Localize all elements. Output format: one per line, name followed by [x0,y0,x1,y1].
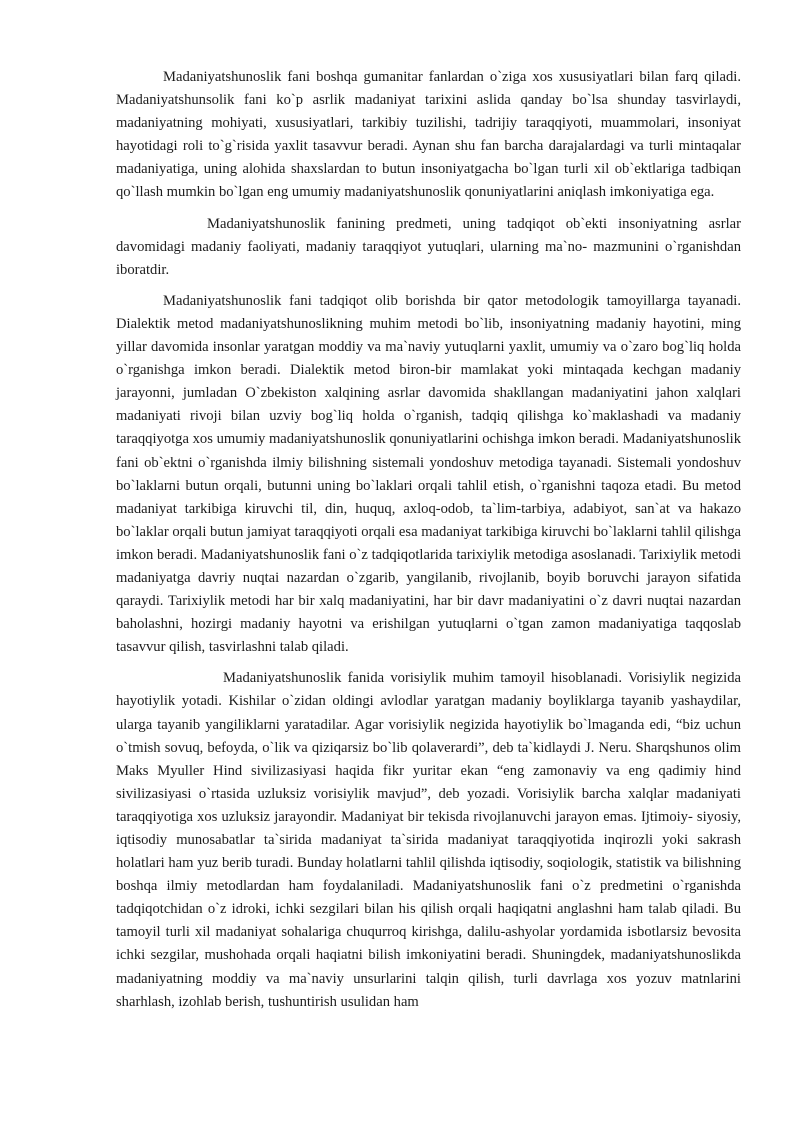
paragraph-continuity: Madaniyatshunoslik fanida vorisiylik muhim tamoyil hisoblanadi. Vorisiylik negizida hayotiylik yotadi. Kishilar o`zidan oldingi avlodlar yaratgan madaniy boyliklarga tayanib yashaydilar, ularga tayanib yangiliklarni yaratadilar. Agar vorisiylik negizida hayotiylik bo`lmaganda edi, “biz uchun o`tmish sovuq, befoyda, o`lik va qiziqarsiz bo`lib qolaverardi”, deb ta`kidlaydi J. Neru. Sharqshunos olim Maks Myuller Hind sivilizasiyasi haqida fikr yuritar ekan “eng zamonaviy va eng qadimiy hind sivilizasiyasi o`rtasida uzluksiz vorisiylik mavjud”, deb yozadi. Vorisiylik barcha xalqlar madaniyati taraqqiyotiga xos uzluksiz jarayondir. Madaniyat bir tekisda rivojlanuvchi jarayon emas. Ijtimoiy- siyosiy, iqtisodiy munosabatlar ta`sirida madaniyat ta`sirida madaniyat taraqqiyotida inqirozli yoki sakrash holatlari ham yuz berib turadi. Bunday holatlarni tahlil qilishda iqtisodiy, soqiologik, statistik va bilishning boshqa ilmiy metodlardan ham foydalaniladi. Madaniyatshunoslik fani o`z predmetini o`rganishda tadqiqotchidan o`z idroki, ichki sezgilari bilan his qilish orqali haqiqatni anglashni ham talab qiladi. Bu tamoyil turli xil madaniyat sohalariga chuqurroq kirishga, dalilu-ashyolar yordamida isbotlarsiz bevosita ichki sezgilar, mushohada orqali haqiatni bilish imkoniyatini beradi. Shuningdek, madaniyatshunoslikda madaniyatning moddiy va ma`naviy unsurlarini talqin qilish, turli davrlaga xos yozuv matnlarini sharhlash, izohlab berish, tushuntirish usulidan ham [116,670,741,1010]
paragraph-subject: Madaniyatshunoslik fanining predmeti, uning tadqiqot ob`ekti insoniyatning asrlar davomidagi madaniy faoliyati, madaniy taraqqiyot yutuqlari, ularning ma`no- mazmunini o`rganishdan iboratdir. [116,215,741,278]
document-page [116,66,741,1022]
paragraph-intro: Madaniyatshunoslik fani boshqa gumanitar fanlardan o`ziga xos xususiyatlari bilan farq qiladi. Madaniyatshunsolik fani ko`p asrlik madaniyat tarixini aslida qanday bo`lsa shunday tasvirlaydi, madaniyatning mohiyati, xususiyatlari, tarkibiy tuzilishi, tadrijiy taraqqiyoti, muammolari, insoniyat hayotidagi roli to`g`risida yaxlit tasavvur beradi. Aynan shu fan barcha darajalardagi va turli mintaqalar madaniyatiga, uning alohida shaxslardan to butun insoniyatgacha bo`lgan turli xil ob`ektlariga tadbiqan qo`llash mumkin bo`lgan eng umumiy madaniyatshunoslik qonuniyatlarini aniqlash imkoniyatiga ega. [116,69,741,201]
paragraph-methods: Madaniyatshunoslik fani tadqiqot olib borishda bir qator metodologik tamoyillarga tayanadi. Dialektik metod madaniyatshunoslikning muhim metodi bo`lib, insoniyatning madaniy hayotini, ming yillar davomida insonlar yaratgan moddiy va ma`naviy yutuqlarni yaxlit, umumiy va o`zaro bog`liq holda o`rganishga imkon beradi. Dialektik metod biron-bir mamlakat yoki mintaqada kechgan madaniy jarayonni, jumladan O`zbekiston xalqining asrlar davomida shakllangan madaniyatini jahon xalqlari madaniyati rivoji bilan uzviy bog`liq holda o`rganish, tadqiq qilishga ko`maklashadi va madaniy taraqqiyotga xos umumiy madaniyatshunoslik qonuniyatlarini ochishga imkon beradi. Madaniyatshunoslik fani ob`ektni o`rganishda ilmiy bilishning sistemali yondoshuv metodiga tayanadi. Sistemali yondoshuv bo`laklarni butun orqali, butunni uning bo`laklari orqali tahlil etish, o`rganishni taqoza etadi. Bu metod madaniyat tarkibiga kiruvchi til, din, huquq, axloq-odob, ta`lim-tarbiya, adabiyot, san`at va hakazo bo`laklar orqali butun jamiyat taraqqiyoti orqali esa madaniyat tarkibiga kiruvchi bo`laklarni tahlil qilishga imkon beradi. Madaniyatshunoslik fani o`z tadqiqotlarida tarixiylik metodiga asoslanadi. Tarixiylik metodi madaniyatga davriy nuqtai nazardan o`zgarib, yangilanib, rivojlanib, boyib boruvchi jarayon sifatida qaraydi. Tarixiylik metodi har bir xalq madaniyatini, har bir davr madaniyatini o`z davri nuqtai nazardan baholashni, hozirgi madaniy hayotni va erishilgan yutuqlarni o`tgan zamon madaniyatiga taqqoslab tasavvur qilish, tasvirlashni talab qiladi. [116,292,741,656]
